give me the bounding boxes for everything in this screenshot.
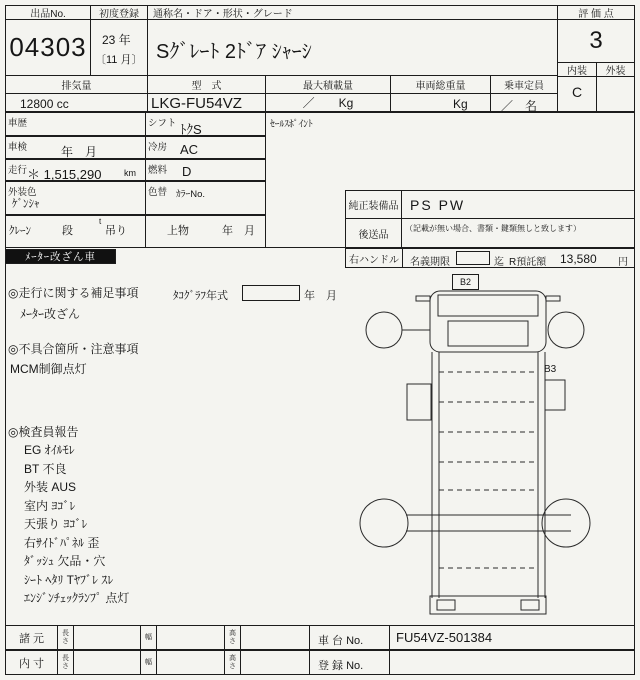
inner-width-label: 幅	[145, 658, 152, 666]
height-label-cell	[224, 625, 241, 650]
ac-label: 冷房	[148, 142, 168, 153]
inspector-item: BT 不良	[24, 461, 67, 476]
tachograph-box	[242, 285, 300, 301]
until-label: 迄	[494, 257, 504, 268]
inspection-cell	[5, 136, 146, 159]
reg-no-cell	[389, 650, 635, 675]
inner-width-value-cell	[156, 650, 225, 675]
crane-cell	[5, 215, 146, 248]
first-reg-year: 23 年	[102, 33, 131, 47]
color-no-label: ｶﾗｰNo.	[176, 189, 206, 200]
length-label: 長さ	[62, 629, 69, 645]
chassis-no-label: 車 台 No.	[318, 635, 364, 647]
shift-value: ﾄｸS	[180, 122, 202, 137]
first-reg-month: 〔11 月〕	[95, 54, 143, 66]
height-label: 高さ	[229, 629, 236, 645]
vehicle-name: Sｸﾞﾚｰﾄ 2ﾄﾞｱ ｼｬｰｼ	[156, 41, 312, 63]
max-load-label: 最大積載量	[265, 75, 391, 94]
defect-item: MCM制御点灯	[10, 362, 87, 376]
mileage-value: ＊ 1,515,290	[27, 167, 102, 182]
max-load-value: ／ Kg	[265, 93, 391, 112]
later-items-cell	[401, 218, 635, 248]
equipment-cell	[401, 190, 635, 219]
ac-cell	[145, 136, 266, 159]
equipment-label: 純正装備品	[345, 190, 402, 219]
crane-label: ｸﾚｰﾝ	[9, 225, 31, 237]
name-limit-box	[456, 251, 490, 265]
later-items-note: （記載が無い場合、書類・鍵類無しと致します）	[405, 224, 581, 233]
inspector-item: 右ｻｲﾄﾞﾊﾟﾈﾙ 歪	[24, 535, 100, 550]
mileage-note-item: ﾒｰﾀｰ改ざん	[20, 307, 81, 321]
inspector-item: 天張り ﾖｺﾞﾚ	[24, 517, 88, 531]
capacity-value: ／ 名	[501, 99, 538, 113]
fuel-cell	[145, 159, 266, 181]
deposit-label: R預託額	[509, 257, 547, 268]
front-wheels	[366, 312, 584, 348]
history-label: 車歴	[8, 118, 28, 129]
crane-dan: 段	[62, 225, 73, 237]
interior-grade-cell	[557, 76, 597, 112]
crane-t-mark: t	[99, 217, 102, 226]
displacement-cell	[5, 93, 148, 112]
inspector-item: EG ｵｲﾙﾓﾚ	[24, 443, 75, 457]
color-change-cell	[145, 181, 266, 215]
model-value: LKG-FU54VZ	[151, 95, 242, 112]
deposit-value: 13,580	[560, 252, 597, 266]
reg-no-label-cell	[309, 650, 390, 675]
rear-bumper	[430, 596, 546, 614]
score-value: 3	[557, 19, 635, 63]
shift-label: シフト	[148, 118, 177, 129]
first-reg-label: 初度登録	[90, 5, 148, 20]
chassis-no-value: FU54VZ-501384	[396, 630, 493, 645]
inner-height-label-cell	[224, 650, 241, 675]
shift-cell	[145, 112, 266, 136]
gross-weight-value: Kg	[453, 97, 468, 111]
color-change-label: 色替	[148, 187, 168, 198]
inspector-item: ｼｰﾄ ﾍﾀﾘ Tﾔﾌﾞﾚ ｽﾚ	[24, 572, 114, 587]
crane-tsuri: 吊り	[105, 225, 127, 237]
height-value-cell	[240, 625, 310, 650]
inspection-value: 年 月	[61, 145, 98, 159]
inspector-item: ｴﾝｼﾞﾝﾁｪｯｸﾗﾝﾌﾟ 点灯	[24, 591, 130, 605]
upper-body-label: 上物	[167, 225, 189, 237]
interior-grade: C	[572, 84, 583, 100]
displacement-value: 12800 cc	[20, 97, 69, 111]
inner-length-label: 長さ	[62, 654, 69, 670]
ac-value: AC	[180, 142, 199, 157]
rear-axle-wheels	[360, 499, 590, 547]
exhibit-no-value: 04303	[5, 19, 91, 76]
model-label: 型 式	[147, 75, 266, 94]
handle-strip	[345, 248, 635, 268]
exterior-label: 外装	[596, 62, 635, 77]
length-label-cell	[57, 625, 74, 650]
name-limit-label: 名義期限	[410, 257, 450, 268]
width-label-cell	[140, 625, 157, 650]
upper-body-value: 年 月	[222, 225, 255, 237]
inner-length-value-cell	[73, 650, 141, 675]
inner-dimensions-row-label: 内 寸	[5, 650, 58, 675]
diagram-label-b3: B3	[544, 364, 557, 375]
length-value-cell	[73, 625, 141, 650]
inspector-item: 外装 AUS	[24, 480, 77, 494]
history-cell	[5, 112, 146, 136]
inner-width-label-cell	[140, 650, 157, 675]
meter-tampered-badge: ﾒｰﾀｰ改ざん車	[5, 249, 116, 264]
inspector-report-title: ◎検査員報告	[8, 425, 79, 439]
inspection-label: 車検	[8, 142, 28, 153]
inner-height-label: 高さ	[229, 654, 236, 670]
mileage-unit: km	[124, 168, 136, 178]
reg-no-label: 登 録 No.	[318, 660, 364, 672]
name-header: 通称名・ドア・形状・グレード	[147, 5, 558, 20]
exterior-color-label: 外装色	[8, 187, 37, 198]
inner-height-value-cell	[240, 650, 310, 675]
displacement-label: 排気量	[5, 75, 148, 94]
capacity-label: 乗車定員	[490, 75, 558, 94]
mileage-notes-title: ◎走行に関する補足事項	[8, 286, 139, 300]
score-label: 評 価 点	[557, 5, 635, 20]
later-items-label: 後送品	[345, 218, 402, 248]
tachograph-label: ﾀｺｸﾞﾗﾌ年式	[173, 290, 228, 302]
mileage-cell	[5, 159, 146, 181]
truck-cab	[416, 291, 560, 352]
capacity-cell	[490, 93, 558, 112]
interior-label: 内装	[557, 62, 597, 77]
chassis-no-label-cell	[309, 625, 390, 650]
exterior-grade-cell	[596, 76, 635, 112]
diagram-label-b2: B2	[452, 274, 479, 290]
vehicle-name-cell	[147, 19, 558, 76]
fuel-value: D	[182, 164, 192, 179]
defect-notes-title: ◎不具合箇所・注意事項	[8, 342, 139, 356]
width-label: 幅	[145, 633, 152, 641]
chassis-no-cell	[389, 625, 635, 650]
exterior-color-cell	[5, 181, 146, 215]
sales-point-label: ｾｰﾙｽﾎﾟｲﾝﾄ	[270, 119, 313, 130]
inner-length-label-cell	[57, 650, 74, 675]
inspector-item: 室内 ﾖｺﾞﾚ	[24, 498, 76, 513]
upper-body-cell	[145, 215, 266, 248]
chassis-frame	[407, 352, 565, 598]
gross-weight-label: 車両総重量	[390, 75, 491, 94]
model-cell	[147, 93, 266, 112]
dimensions-row-label: 諸 元	[5, 625, 58, 650]
first-reg-cell	[90, 19, 148, 76]
width-value-cell	[156, 625, 225, 650]
mileage-label: 走行	[8, 165, 28, 176]
tachograph-value: 年 月	[304, 290, 337, 302]
exhibit-no-label: 出品No.	[5, 5, 91, 20]
handle-label: 右ハンドル	[345, 248, 403, 268]
yen-label: 円	[618, 257, 628, 268]
truck-top-view-diagram	[345, 268, 635, 625]
gross-weight-cell	[390, 93, 491, 112]
inspector-item: ﾀﾞｯｼｭ 欠品・穴	[24, 554, 106, 568]
exterior-color-value: ｹﾞﾝｼｬ	[12, 198, 40, 210]
fuel-label: 燃料	[148, 165, 168, 176]
equipment-value: PS PW	[410, 197, 466, 213]
inspector-report-list	[24, 441, 334, 608]
